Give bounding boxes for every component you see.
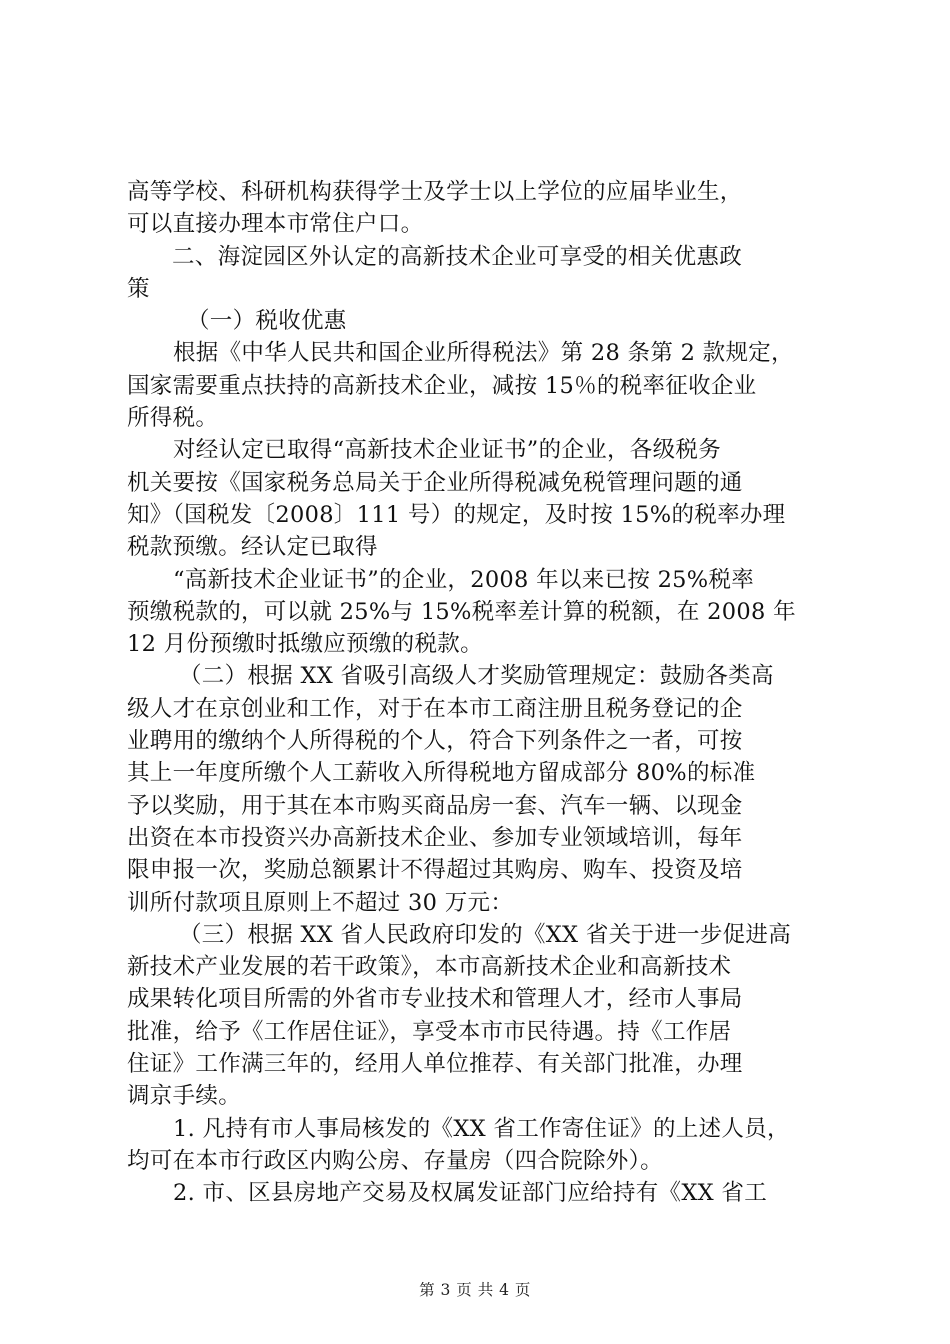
text-line: 税款预缴。经认定已取得 bbox=[127, 534, 378, 561]
text-line: 予以奖励，用于其在本市购买商品房一套、汽车一辆、以现金 bbox=[127, 792, 743, 819]
text-line: 根据《中华人民共和国企业所得税法》第 28 条第 2 款规定， bbox=[173, 340, 794, 367]
text-line: 12 月份预缴时抵缴应预缴的税款。 bbox=[127, 631, 483, 658]
text-line: 业聘用的缴纳个人所得税的个人，符合下列条件之一者，可按 bbox=[127, 728, 743, 755]
text-line: （二）根据 XX 省吸引高级人才奖励管理规定：鼓励各类高 bbox=[179, 663, 774, 690]
text-line: 其上一年度所缴个人工薪收入所得税地方留成部分 80%的标准 bbox=[127, 760, 756, 787]
section-heading-continued: 策 bbox=[127, 275, 150, 302]
text-line: 住证》工作满三年的，经用人单位推荐、有关部门批准，办理 bbox=[127, 1051, 743, 1078]
text-line: 新技术产业发展的若干政策》，本市高新技术企业和高新技术 bbox=[127, 954, 732, 981]
text-line: 可以直接办理本市常住户口。 bbox=[127, 211, 424, 238]
text-line: 级人才在京创业和工作，对于在本市工商注册且税务登记的企 bbox=[127, 695, 743, 722]
text-line: 预缴税款的，可以就 25%与 15%税率差计算的税额，在 2008 年 bbox=[127, 598, 796, 625]
text-line: 所得税。 bbox=[127, 405, 219, 432]
text-line: 限申报一次，奖励总额累计不得超过其购房、购车、投资及培 bbox=[127, 857, 743, 884]
text-line: 成果转化项目所需的外省市专业技术和管理人才，经市人事局 bbox=[127, 986, 743, 1013]
text-line: 出资在本市投资兴办高新技术企业、参加专业领域培训，每年 bbox=[127, 824, 743, 851]
text-line: 2. 市、区县房地产交易及权属发证部门应给持有《XX 省工 bbox=[173, 1180, 768, 1207]
section-heading: 二、海淀园区外认定的高新技术企业可享受的相关优惠政 bbox=[172, 243, 743, 270]
text-line: 批准，给予《工作居住证》，享受本市市民待遇。持《工作居 bbox=[127, 1018, 732, 1045]
text-line: 均可在本市行政区内购公房、存量房（四合院除外）。 bbox=[127, 1147, 663, 1174]
document-body bbox=[127, 176, 842, 1210]
text-line: 高等学校、科研机构获得学士及学士以上学位的应届毕业生， bbox=[127, 179, 743, 205]
text-line: 知》（国税发〔2008〕111 号）的规定，及时按 15%的税率办理 bbox=[127, 501, 786, 528]
text-line: 国家需要重点扶持的高新技术企业，减按 15％的税率征收企业 bbox=[127, 372, 757, 399]
page-number-footer: 第 3 页 共 4 页 bbox=[419, 1281, 531, 1299]
text-line: 对经认定已取得“高新技术企业证书”的企业，各级税务 bbox=[173, 437, 722, 464]
text-line: 1. 凡持有市人事局核发的《XX 省工作寄住证》的上述人员， bbox=[173, 1115, 790, 1142]
text-line: “高新技术企业证书”的企业，2008 年以来已按 25%税率 bbox=[173, 566, 755, 593]
text-line: 调京手续。 bbox=[127, 1083, 242, 1110]
text-line: 机关要按《国家税务总局关于企业所得税减免税管理问题的通 bbox=[127, 469, 743, 496]
subsection-heading: （一）税收优惠 bbox=[187, 308, 347, 335]
text-line: （三）根据 XX 省人民政府印发的《XX 省关于进一步促进高 bbox=[179, 921, 792, 948]
text-line: 训所付款项且原则上不超过 30 万元： bbox=[127, 889, 514, 916]
